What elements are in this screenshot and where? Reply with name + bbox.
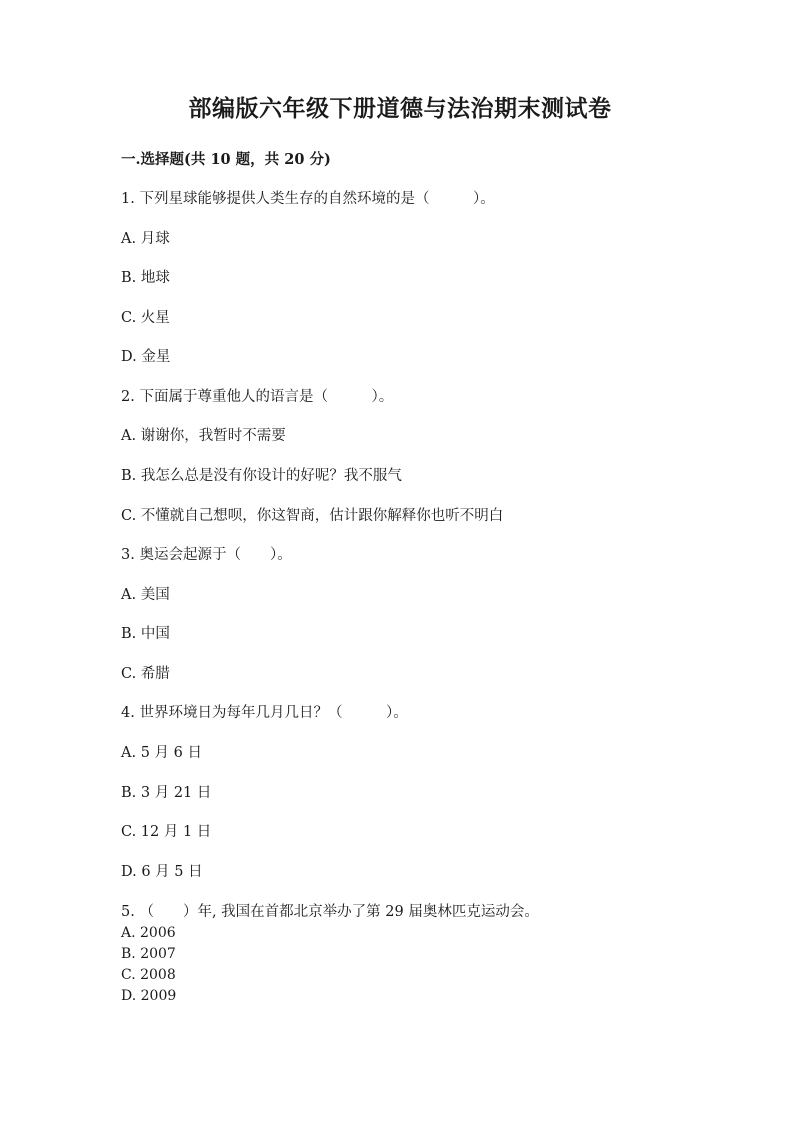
question-4-stem: 4. 世界环境日为每年几月几日？（ ）。 (121, 705, 408, 721)
question-2-option-a: A. 谢谢你，我暂时不需要 (121, 428, 286, 444)
question-5-option-b: B. 2007 (121, 946, 176, 962)
question-3-option-b: B. 中国 (121, 626, 170, 642)
question-4-option-a: A. 5 月 6 日 (121, 745, 202, 761)
question-3-option-c: C. 希腊 (121, 666, 170, 682)
question-2-option-b: B. 我怎么总是没有你设计的好呢？我不服气 (121, 468, 402, 484)
question-2-stem: 2. 下面属于尊重他人的语言是（ ）。 (121, 389, 394, 405)
question-4-option-c: C. 12 月 1 日 (121, 824, 212, 840)
question-2-option-c: C. 不懂就自己想呗，你这智商，估计跟你解释你也听不明白 (121, 508, 504, 524)
question-5-option-a: A. 2006 (121, 925, 176, 941)
question-1-option-c: C. 火星 (121, 310, 170, 326)
section-heading: 一.选择题(共 10 题，共 20 分) (121, 151, 331, 168)
exam-title: 部编版六年级下册道德与法治期末测试卷 (188, 95, 612, 122)
question-3-stem: 3. 奥运会起源于（ ）。 (121, 547, 292, 563)
question-1-option-a: A. 月球 (121, 231, 170, 247)
question-3-option-a: A. 美国 (121, 587, 170, 603)
question-4-option-b: B. 3 月 21 日 (121, 785, 212, 801)
question-5-stem: 5. （ ）年, 我国在首都北京举办了第 29 届奥林匹克运动会。 (121, 904, 539, 920)
question-5-option-d: D. 2009 (121, 988, 177, 1004)
question-4-option-d: D. 6 月 5 日 (121, 864, 203, 880)
question-5-option-c: C. 2008 (121, 967, 176, 983)
question-1-stem: 1. 下列星球能够提供人类生存的自然环境的是（ ）。 (121, 191, 495, 207)
question-1-option-b: B. 地球 (121, 270, 170, 286)
question-1-option-d: D. 金星 (121, 349, 171, 365)
